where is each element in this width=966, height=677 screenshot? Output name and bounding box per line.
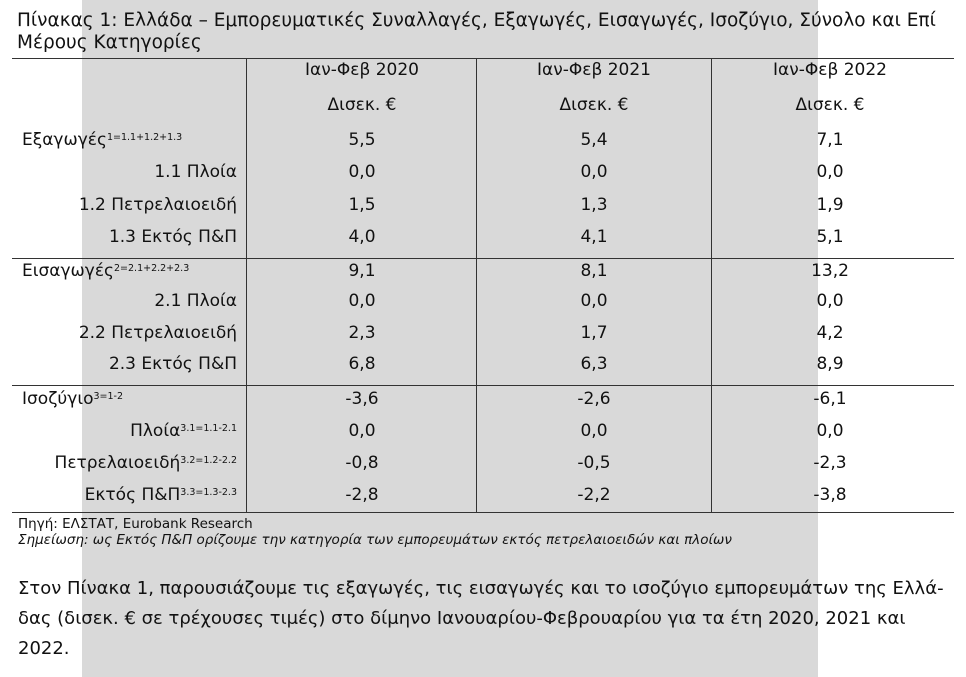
column-divider-2 [476, 58, 477, 512]
table-cell: 0,0 [580, 421, 608, 441]
table-cell: -2,2 [577, 485, 611, 505]
table-cell: 4,2 [816, 323, 844, 343]
row-label: 2.2 Πετρελαιοειδή [78, 323, 237, 343]
column-header-period: Ιαν-Φεβ 2022 [773, 60, 887, 80]
table-cell: 4,0 [348, 227, 376, 247]
table-cell: 0,0 [816, 291, 844, 311]
table-cell: -2,3 [813, 453, 847, 473]
table-cell: -0,5 [577, 453, 611, 473]
table-cell: 0,0 [580, 291, 608, 311]
column-header-unit: Δισεκ. € [327, 95, 397, 115]
table-bottom-rule [12, 512, 954, 513]
table-cell: 1,7 [580, 323, 608, 343]
table-cell: 9,1 [348, 261, 376, 281]
column-header-unit: Δισεκ. € [559, 95, 629, 115]
table-cell: -3,8 [813, 485, 847, 505]
table-cell: 6,3 [580, 354, 608, 374]
table-cell: 1,9 [816, 195, 844, 215]
table-cell: 2,3 [348, 323, 376, 343]
body-paragraph: Στον Πίνακα 1, παρουσιάζουμε τις εξαγωγές, τις εισαγωγές και το ισοζύγιο εμπορευμάτων της Ελλά-δας (δισεκ. € σε τρέχουσες τιμές) στο δίμηνο Ιανουαρίου-Φεβρουαρίου για τα έτη 2020, 2021 και 2022. [18, 578, 944, 659]
table-cell: -3,6 [345, 389, 379, 409]
table-title: Πίνακας 1: Ελλάδα – Εμπορευματικές Συναλλαγές, Εξαγωγές, Εισαγωγές, Ισοζύγιο, Σύνολο και Επί Μέρους Κατηγορίες [17, 10, 936, 53]
row-label: 1.2 Πετρελαιοειδή [78, 195, 237, 215]
column-divider-1 [246, 58, 247, 512]
table-cell: 6,8 [348, 354, 376, 374]
table-cell: 4,1 [580, 227, 608, 247]
column-header-period: Ιαν-Φεβ 2020 [305, 60, 419, 80]
row-label: 2.3 Εκτός Π&Π [108, 354, 237, 374]
table-cell: 13,2 [811, 261, 849, 281]
row-label: 2.1 Πλοία [154, 291, 237, 311]
group-divider-imports [12, 258, 954, 259]
group-divider-balance [12, 385, 954, 386]
row-label: Πετρελαιοειδή$^{3.2=1.2-2.2}$ [54, 453, 237, 473]
row-label: Ισοζύγιο$^{3=1-2}$ [22, 389, 124, 409]
row-label: 1.1 Πλοία [154, 162, 237, 182]
row-label: Εξαγωγές$^{1=1.1+1.2+1.3}$ [22, 130, 183, 150]
table-cell: 5,4 [580, 130, 608, 150]
table-cell: 1,3 [580, 195, 608, 215]
table-cell: 8,1 [580, 261, 608, 281]
table-cell: 0,0 [348, 162, 376, 182]
column-header-unit: Δισεκ. € [795, 95, 865, 115]
table-cell: -0,8 [345, 453, 379, 473]
table-cell: -2,6 [577, 389, 611, 409]
footnote: Σημείωση: ως Εκτός Π&Π ορίζουμε την κατηγορία των εμπορευμάτων εκτός πετρελαιοειδών και πλοίων [18, 532, 732, 548]
table-cell: 5,5 [348, 130, 376, 150]
table-cell: 0,0 [580, 162, 608, 182]
row-label: Εκτός $\Pi\&\Pi^{3.3=1.3-2.3}$ [84, 485, 237, 505]
row-label: Εισαγωγές$^{2=2.1+2.2+2.3}$ [22, 261, 190, 281]
table-cell: 7,1 [816, 130, 844, 150]
table-cell: 0,0 [816, 162, 844, 182]
column-header-period: Ιαν-Φεβ 2021 [537, 60, 651, 80]
source-note: Πηγή: ΕΛΣΤΑΤ, Eurobank Research [18, 516, 253, 532]
column-divider-3 [711, 58, 712, 512]
table-cell: -2,8 [345, 485, 379, 505]
table-cell: 8,9 [816, 354, 844, 374]
table-cell: 0,0 [348, 291, 376, 311]
table-cell: 0,0 [348, 421, 376, 441]
row-label: 1.3 Εκτός Π&Π [108, 227, 237, 247]
table-cell: 0,0 [816, 421, 844, 441]
table-cell: 5,1 [816, 227, 844, 247]
row-label: Πλοία$^{3.1=1.1-2.1}$ [130, 421, 237, 441]
table-cell: 1,5 [348, 195, 376, 215]
table-cell: -6,1 [813, 389, 847, 409]
